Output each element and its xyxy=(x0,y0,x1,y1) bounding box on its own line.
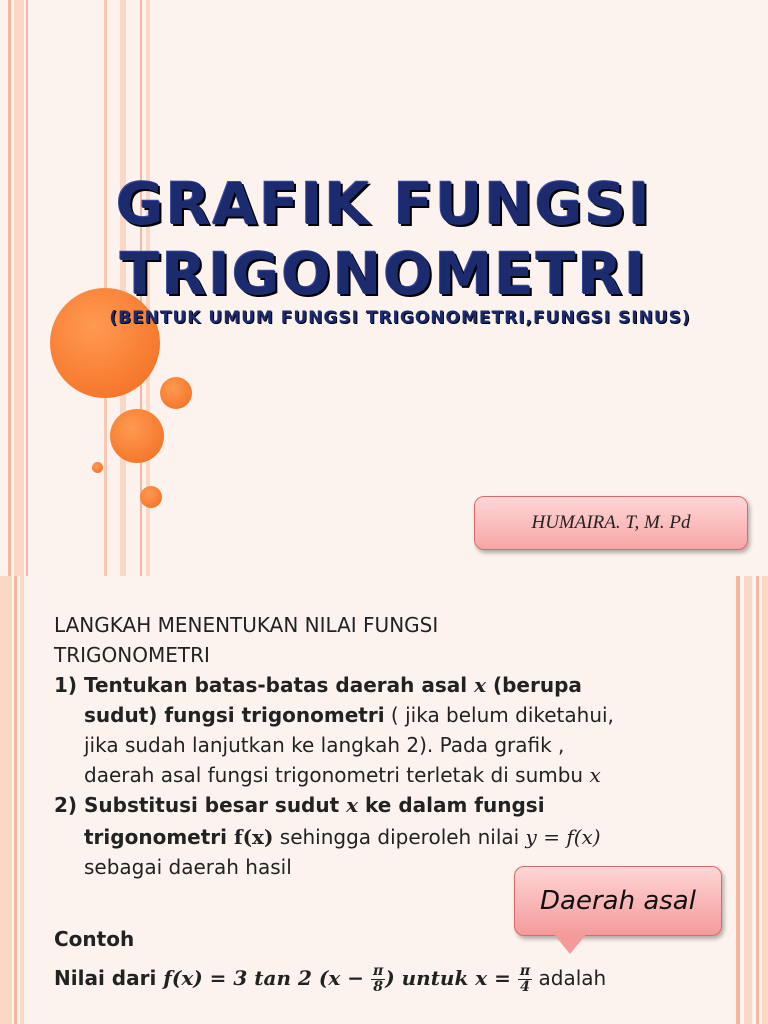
step2-variable: x xyxy=(346,793,359,817)
author-name: HUMAIRA. T, M. Pd xyxy=(531,512,691,533)
step1-line1 xyxy=(54,670,582,700)
step2-line1 xyxy=(54,790,545,820)
example-line xyxy=(54,960,606,996)
decor-stripe xyxy=(762,576,768,1024)
step1-text-bold: Tentukan batas-batas daerah asal xyxy=(84,673,475,697)
step2-line2-rest: sehingga diperoleh nilai xyxy=(273,825,526,849)
heading-line1: LANGKAH MENENTUKAN NILAI FUNGSI xyxy=(54,613,439,637)
step2-line3: sebagai daerah hasil xyxy=(84,855,292,879)
example-fraction-denominator: 8 xyxy=(373,979,383,995)
example-function: f(x) = 3 tan 2 (x − xyxy=(163,966,371,990)
decor-stripe xyxy=(20,576,24,1024)
step1-variable: x xyxy=(474,673,486,697)
heading-line2: TRIGONOMETRI xyxy=(54,643,210,667)
decor-stripe xyxy=(14,576,17,1024)
slide-subtitle: (BENTUK UMUM FUNGSI TRIGONOMETRI,FUNGSI SINUS) xyxy=(109,308,691,328)
step1-line4-text: daerah asal fungsi trigonometri terletak di sumbu xyxy=(84,763,590,787)
slide-title-line2: TRIGONOMETRI xyxy=(120,240,648,308)
callout-label: Daerah asal xyxy=(540,886,696,916)
decor-stripe xyxy=(756,576,759,1024)
step2-line2 xyxy=(84,822,601,852)
decor-stripe xyxy=(736,576,740,1024)
step1-line2 xyxy=(84,700,614,730)
step2-number: 2) xyxy=(54,793,78,817)
decor-circle xyxy=(140,486,162,508)
step1-line4-variable: x xyxy=(589,763,601,787)
example-prefix: Nilai dari xyxy=(54,966,164,990)
author-box xyxy=(474,496,748,550)
step1-line3: jika sudah lanjutkan ke langkah 2). Pada grafik , xyxy=(84,733,565,757)
step2-expression: y = f(x) xyxy=(525,825,601,849)
step2-text-bold: Substitusi besar sudut xyxy=(84,793,347,817)
slide-title-line1: GRAFIK FUNGSI xyxy=(116,170,652,238)
example-suffix: adalah xyxy=(532,966,607,990)
callout-daerah-asal xyxy=(514,866,722,936)
step1-line2-rest: ( jika belum diketahui, xyxy=(384,703,614,727)
step2-function: f(x) xyxy=(233,825,274,849)
example-x-fraction xyxy=(518,964,532,995)
decor-circle xyxy=(110,409,164,463)
decor-circle xyxy=(160,377,192,409)
example-x-denominator: 4 xyxy=(520,979,530,995)
step2-line2-bold: trigonometri xyxy=(84,825,234,849)
example-x-numerator: π xyxy=(519,963,531,979)
step1-line4 xyxy=(84,760,601,790)
decor-stripe xyxy=(0,576,12,1024)
example-fraction-numerator: π xyxy=(372,963,384,979)
callout-pointer xyxy=(552,932,588,954)
example-mid: ) untuk x = xyxy=(385,966,518,990)
decor-stripe xyxy=(744,576,752,1024)
step1-text-tail: (berupa xyxy=(486,673,582,697)
example-fraction xyxy=(371,964,385,995)
step1-number: 1) xyxy=(54,673,78,697)
step2-text-tail: ke dalam fungsi xyxy=(358,793,545,817)
step1-line2-bold: sudut) fungsi trigonometri xyxy=(84,703,385,727)
decor-circle xyxy=(92,462,103,473)
example-label: Contoh xyxy=(54,927,135,951)
